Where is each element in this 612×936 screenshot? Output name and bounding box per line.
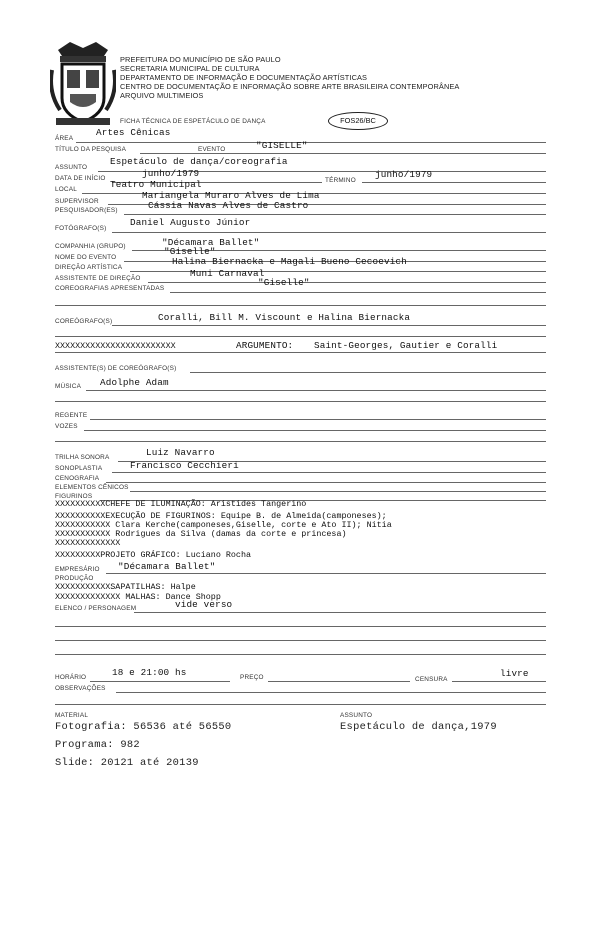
footer-assunto-label: ASSUNTO	[340, 712, 373, 719]
fotografos-value: Daniel Augusto Júnior	[130, 217, 251, 228]
sonoplastia-label: SONOPLASTIA	[55, 465, 103, 472]
figurinos-label: FIGURINOS	[55, 493, 93, 500]
cenografia-label: CENOGRAFIA	[55, 475, 100, 482]
censura-label: CENSURA	[415, 676, 448, 683]
data-inicio-value: junho/1979	[142, 168, 200, 179]
argumento-prefix: XXXXXXXXXXXXXXXXXXXXXXXX	[55, 341, 176, 351]
header-line-4: CENTRO DE DOCUMENTAÇÃO E INFORMAÇÃO SOBRE ARTE BRASILEIRA CONTEMPORÂNEA	[120, 82, 460, 91]
header-line-3: DEPARTAMENTO DE INFORMAÇÃO E DOCUMENTAÇÃO ARTÍSTICAS	[120, 73, 368, 82]
coreografos-label: COREÓGRAFO(S)	[55, 318, 113, 325]
local-value: Teatro Municipal	[110, 179, 202, 190]
supervisor-label: SUPERVISOR	[55, 198, 99, 205]
argumento-value: Saint-Georges, Gautier e Coralli	[314, 340, 498, 351]
sonoplastia-value: Francisco Cecchieri	[130, 460, 239, 471]
musica-value: Adolphe Adam	[100, 377, 169, 388]
pesquisadores-label: PESQUISADOR(ES)	[55, 207, 118, 214]
preco-label: PREÇO	[240, 674, 264, 681]
programa-value: Programa: 982	[55, 739, 140, 751]
assistente-direcao-label: ASSISTENTE DE DIREÇÃO	[55, 275, 141, 282]
horario-label: HORÁRIO	[55, 674, 87, 681]
form-code-stamp	[328, 112, 388, 130]
trilha-value: Luiz Navarro	[146, 447, 215, 458]
sapatilhas-line: XXXXXXXXXXXSAPATILHAS: Halpe	[55, 582, 196, 592]
companhia-value: "Décamara Ballet"	[162, 237, 260, 248]
termino-label: TÉRMINO	[325, 177, 356, 184]
direcao-label: DIREÇÃO ARTÍSTICA	[55, 264, 123, 271]
assunto-label: ASSUNTO	[55, 164, 88, 171]
regente-label: REGENTE	[55, 412, 88, 419]
evento-label: EVENTO	[198, 146, 226, 153]
nome-evento-label: NOME DO EVENTO	[55, 254, 117, 261]
censura-value: livre	[500, 668, 529, 679]
area-label: ÁREA	[55, 135, 74, 142]
data-inicio-label: DATA DE INÍCIO	[55, 175, 106, 182]
coreografos-value: Coralli, Bill M. Viscount e Halina Biernacka	[158, 312, 411, 323]
assistente-direcao-value: Muni Carnaval	[190, 268, 265, 279]
musica-label: MÚSICA	[55, 383, 82, 390]
fotografos-label: FOTÓGRAFO(S)	[55, 225, 107, 232]
argumento-label: ARGUMENTO:	[236, 340, 294, 351]
fotografia-value: Fotografia: 56536 até 56550	[55, 721, 232, 733]
header-line-1: PREFEITURA DO MUNICÍPIO DE SÃO PAULO	[120, 55, 281, 64]
filler-line: XXXXXXXXXXXXX	[55, 538, 121, 548]
evento-value: "GISELLE"	[256, 140, 308, 151]
companhia-label: COMPANHIA (GRUPO)	[55, 243, 126, 250]
header-line-5: ARQUIVO MULTIMEIOS	[120, 91, 204, 100]
termino-value: junho/1979	[375, 169, 433, 180]
coat-of-arms-logo	[50, 40, 116, 128]
coreografias-label: COREOGRAFIAS APRESENTADAS	[55, 285, 165, 292]
figurinos-line-3: XXXXXXXXXXX Rodrigues da Silva (damas da corte e princesa)	[55, 529, 347, 539]
pesquisadores-value: Cássia Navas Alves de Castro	[148, 200, 309, 211]
trilha-label: TRILHA SONORA	[55, 454, 110, 461]
empresario-value: "Décamara Ballet"	[118, 561, 216, 572]
figurinos-line-1: XXXXXXXXXXEXECUÇÃO DE FIGURINOS: Equipe B. de Almeida(camponeses);	[55, 511, 387, 521]
direcao-value: Halina Biernacka e Magali Bueno Cecoevich	[172, 256, 407, 267]
producao-label: PRODUÇÃO	[55, 575, 94, 582]
footer-assunto-value: Espetáculo de dança,1979	[340, 721, 497, 733]
titulo-pesquisa-label: TÍTULO DA PESQUISA	[55, 146, 127, 153]
area-value: Artes Cênicas	[96, 127, 171, 138]
nome-evento-value: "Giselle"	[164, 246, 216, 257]
elementos-label: ELEMENTOS CÊNICOS	[55, 484, 129, 491]
assistente-coreografo-label: ASSISTENTE(S) DE COREÓGRAFO(S)	[55, 365, 177, 372]
local-label: LOCAL	[55, 186, 77, 193]
malhas-line: XXXXXXXXXXXXX MALHAS: Dance Shopp	[55, 592, 221, 602]
header-line-2: SECRETARIA MUNICIPAL DE CULTURA	[120, 64, 260, 73]
form-code: FOS26/BC	[340, 116, 376, 125]
assunto-value: Espetáculo de dança/coreografia	[110, 156, 288, 167]
elenco-label: ELENCO / PERSONAGEM	[55, 605, 137, 612]
observacoes-label: OBSERVAÇÕES	[55, 685, 106, 692]
elenco-value: vide verso	[175, 599, 233, 610]
slide-value: Slide: 20121 até 20139	[55, 757, 199, 769]
figurinos-line-2: XXXXXXXXXXX Clara Kerche(camponeses,Giselle, corte e Ato II); Nitia	[55, 520, 392, 530]
coreografias-value: "Giselle"	[258, 277, 310, 288]
iluminacao-line: XXXXXXXXXXCHEFE DE ILUMINAÇÃO: Aristides Tangerino	[55, 499, 307, 509]
vozes-label: VOZES	[55, 423, 78, 430]
supervisor-value: Mariangela Muraro Alves de Lima	[142, 190, 320, 201]
horario-value: 18 e 21:00 hs	[112, 667, 187, 678]
form-title: FICHA TÉCNICA DE ESPETÁCULO DE DANÇA	[120, 118, 266, 125]
empresario-label: EMPRESÁRIO	[55, 566, 100, 573]
material-label: MATERIAL	[55, 712, 89, 719]
projeto-grafico-line: XXXXXXXXXPROJETO GRÁFICO: Luciano Rocha	[55, 550, 252, 560]
